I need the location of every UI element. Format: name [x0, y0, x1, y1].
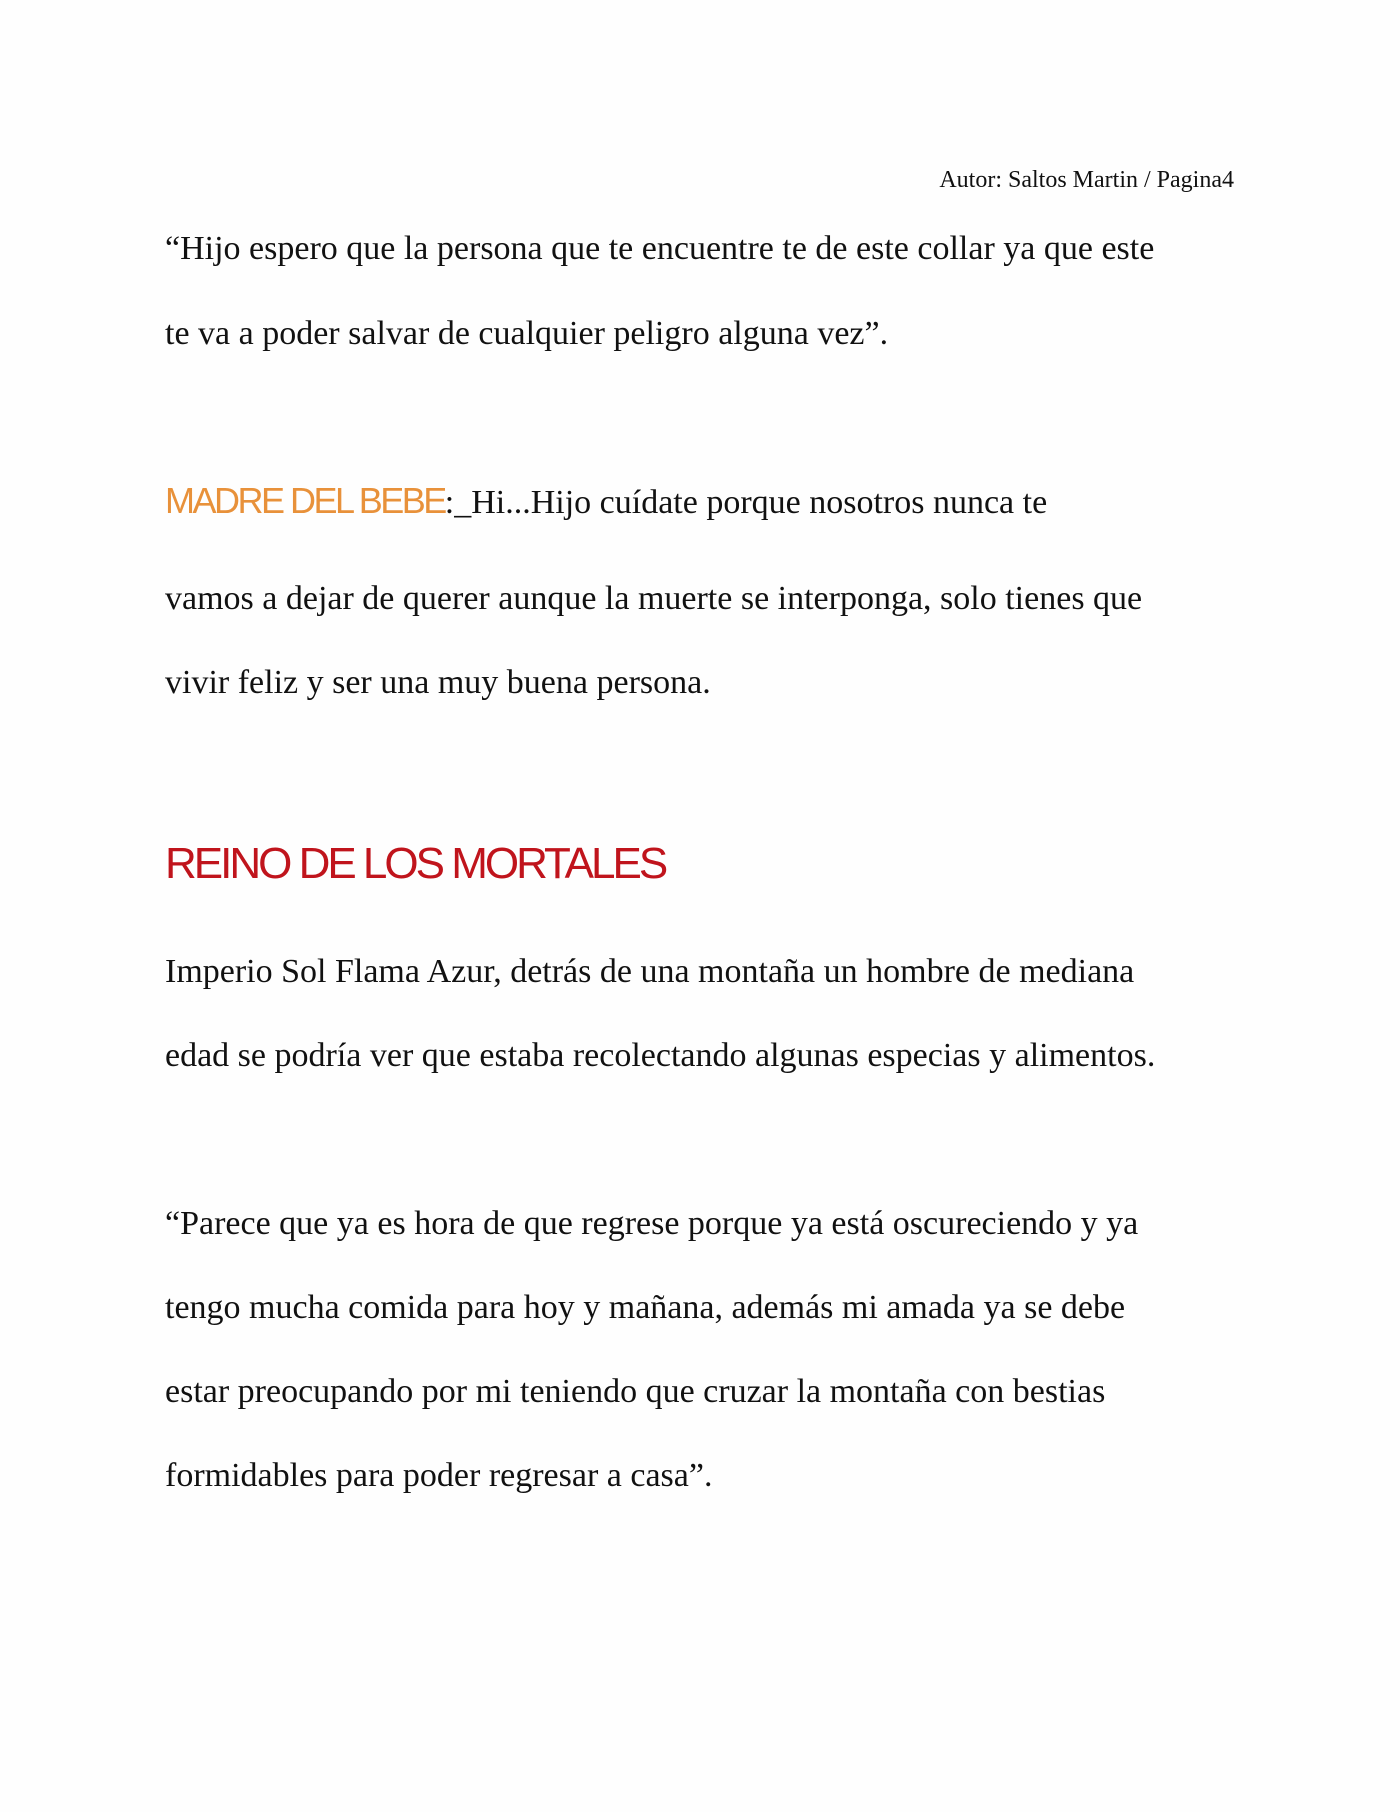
paragraph-line: edad se podría ver que estaba recolectando algunas especias y alimentos. — [165, 1037, 1156, 1074]
paragraph-line: formidables para poder regresar a casa”. — [165, 1457, 713, 1494]
paragraph-line: te va a poder salvar de cualquier peligro alguna vez”. — [165, 315, 889, 352]
page-header: Autor: Saltos Martin / Pagina4 — [939, 167, 1234, 193]
dialogue-line: vivir feliz y ser una muy buena persona. — [165, 664, 711, 701]
paragraph-line: tengo mucha comida para hoy y mañana, además mi amada ya se debe — [165, 1289, 1126, 1326]
speaker-label: MADRE DEL BEBE — [165, 480, 445, 521]
dialogue-line: vamos a dejar de querer aunque la muerte se interponga, solo tienes que — [165, 580, 1143, 617]
paragraph-line: “Hijo espero que la persona que te encuentre te de este collar ya que este — [165, 230, 1155, 267]
paragraph-line: “Parece que ya es hora de que regrese porque ya está oscureciendo y ya — [165, 1205, 1139, 1242]
dialogue-text: :_Hi...Hijo cuídate porque nosotros nunca te — [444, 484, 1048, 521]
section-heading: REINO DE LOS MORTALES — [165, 839, 666, 888]
dialogue-first-line — [165, 480, 1047, 524]
paragraph-line: Imperio Sol Flama Azur, detrás de una montaña un hombre de mediana — [165, 953, 1135, 990]
paragraph-line: estar preocupando por mi teniendo que cruzar la montaña con bestias — [165, 1373, 1106, 1410]
